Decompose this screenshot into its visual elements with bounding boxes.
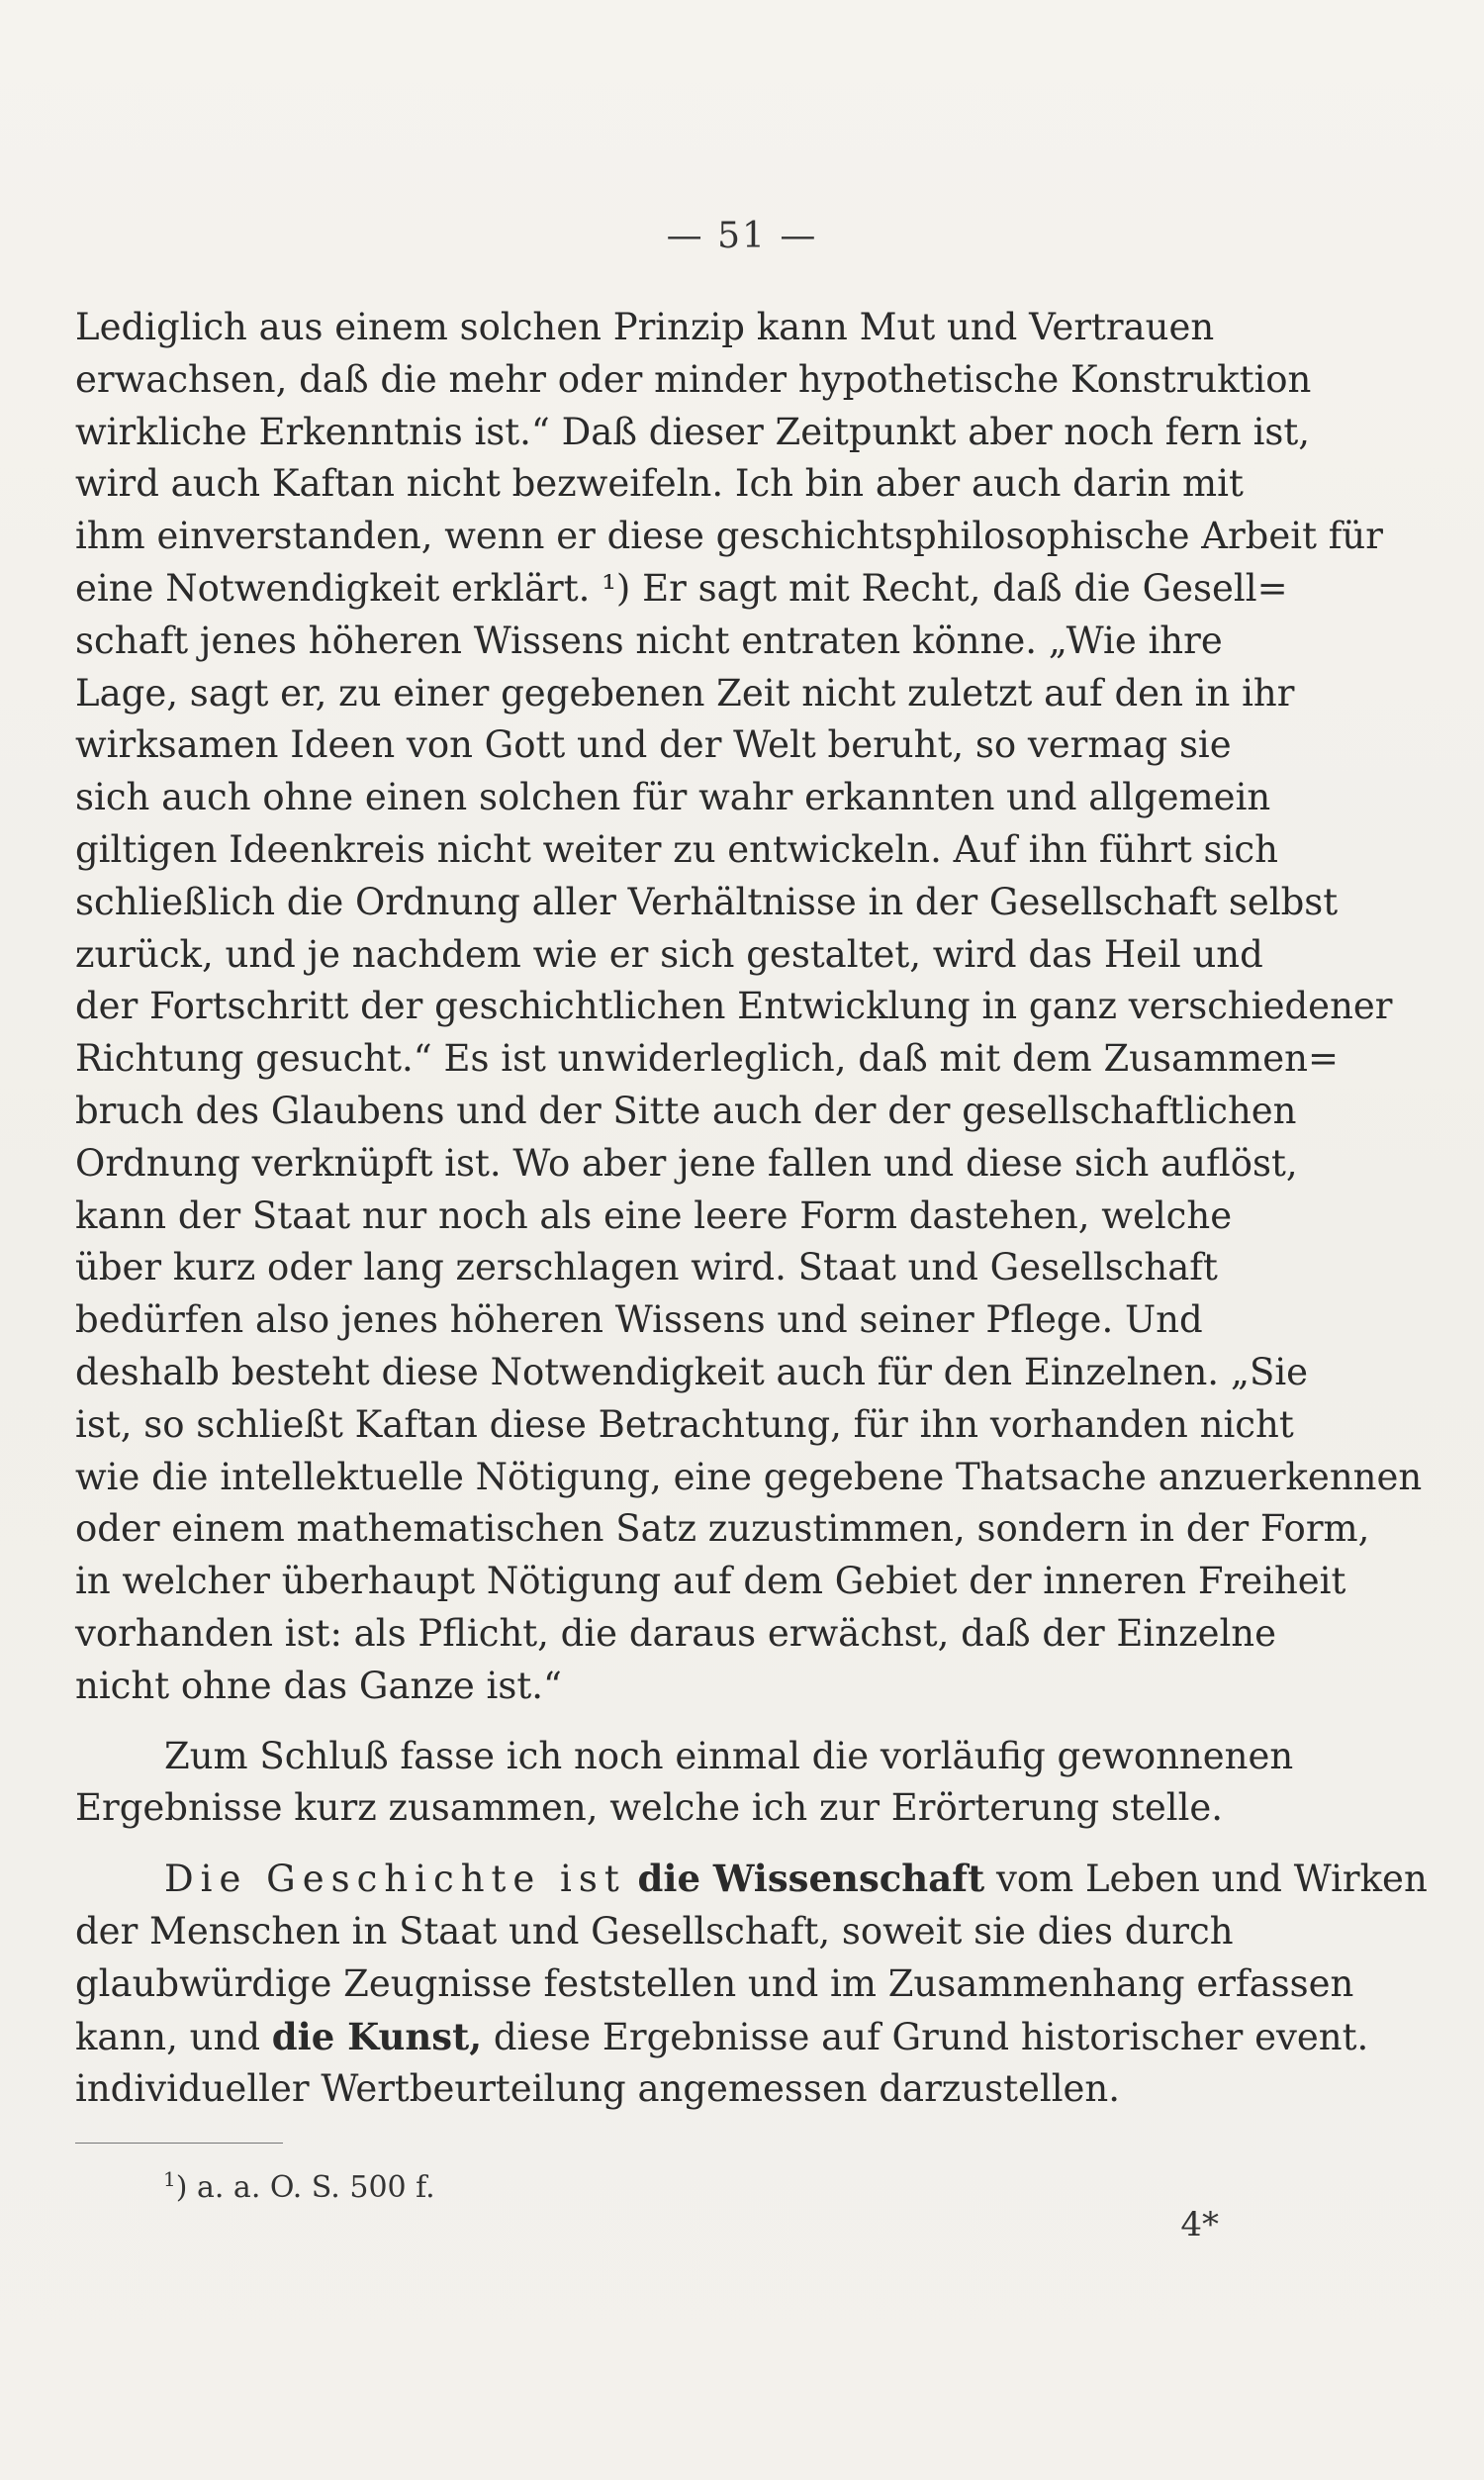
paragraph-gap [75,1713,1193,1731]
paragraph-gap [75,1835,1193,1853]
text-fragment: vom Leben und Wirken [995,1858,1428,1901]
text-line: der Menschen in Staat und Gesellschaft, soweit sie dies durch [75,1909,1234,1953]
text-line: kann der Staat nur noch als eine leere Form dastehen, welche [75,1193,1233,1237]
footnote-divider [75,2143,283,2144]
text-line: deshalb besteht diese Notwendigkeit auch für den Einzelnen. „Sie [75,1350,1309,1393]
text-line: sich auch ohne einen solchen für wahr erkannten und allgemein [75,776,1271,819]
text-line: bruch des Glaubens und der Sitte auch der der gesellschaftlichen [75,1089,1297,1132]
text-fragment: kann, und [75,2015,261,2058]
text-line: Ergebnisse kurz zusammen, welche ich zur Erörterung stelle. [75,1786,1224,1830]
text-line: glaubwürdige Zeugnisse feststellen und im Zusammenhang erfassen [75,1961,1354,2005]
text-line: schließlich die Ordnung aller Verhältnisse in der Gesellschaft selbst [75,880,1339,923]
text-line: Ordnung verknüpft ist. Wo aber jene fallen und diese sich auflöst, [75,1141,1298,1185]
text-line: der Fortschritt der geschichtlichen Entwicklung in ganz verschiedener [75,985,1393,1028]
text-line: ist, so schließt Kaftan diese Betrachtung, für ihn vorhanden nicht [75,1402,1294,1446]
text-line: Richtung gesucht.“ Es ist unwiderleglich, daß mit dem Zusammen= [75,1037,1339,1081]
spaced-emphasis: Die Geschichte ist [164,1858,626,1901]
text-line: Lage, sagt er, zu einer gegebenen Zeit nicht zuletzt auf den in ihr [75,671,1295,715]
text-line: Zum Schluß fasse ich noch einmal die vorläufig gewonnenen [164,1734,1294,1777]
footnote [163,2167,435,2205]
text-line [75,2011,1369,2064]
text-line: schaft jenes höheren Wissens nicht entraten könne. „Wie ihre [75,619,1223,662]
text-fragment: diese Ergebnisse auf Grund historischer event. [493,2015,1369,2058]
text-line: vorhanden ist: als Pflicht, die daraus erwächst, daß der Einzelne [75,1611,1277,1655]
footnote-marker: 1 [163,2167,176,2191]
text-line: giltigen Ideenkreis nicht weiter zu entwickeln. Auf ihn führt sich [75,827,1278,871]
footnote-text: ) a. a. O. S. 500 f. [175,2170,435,2205]
text-line: wirksamen Ideen von Gott und der Welt beruht, so vermag sie [75,723,1232,767]
text-line: wie die intellektuelle Nötigung, eine gegebene Thatsache anzuerkennen [75,1455,1423,1498]
text-line: in welcher überhaupt Nötigung auf dem Gebiet der inneren Freiheit [75,1560,1346,1603]
text-line: oder einem mathematischen Satz zuzustimmen, sondern in der Form, [75,1507,1370,1551]
text-line: wirkliche Erkenntnis ist.“ Daß dieser Zeitpunkt aber noch fern ist, [75,410,1311,453]
text-line: eine Notwendigkeit erklärt. ¹) Er sagt mit Recht, daß die Gesell= [75,566,1288,610]
bold-emphasis: die Wissenschaft [637,1857,985,1901]
text-line: nicht ohne das Ganze ist.“ [75,1664,562,1707]
body-text [75,302,1428,2116]
printer-signature: 4* [1180,2205,1219,2244]
page-number: — 51 — [666,216,818,256]
text-line [75,1853,1428,1906]
text-line: über kurz oder lang zerschlagen wird. Staat und Gesellschaft [75,1246,1218,1289]
text-line: individueller Wertbeurteilung angemessen darzustellen. [75,2067,1121,2111]
text-line: zurück, und je nachdem wie er sich gestaltet, wird das Heil und [75,932,1263,976]
bold-emphasis: die Kunst, [271,2014,483,2058]
text-line: wird auch Kaftan nicht bezweifeln. Ich bin aber auch darin mit [75,462,1244,506]
text-line: bedürfen also jenes höheren Wissens und seiner Pflege. Und [75,1298,1203,1342]
text-line: ihm einverstanden, wenn er diese geschichtsphilosophische Arbeit für [75,515,1383,558]
text-line: erwachsen, daß die mehr oder minder hypothetische Konstruktion [75,357,1312,401]
text-line: Lediglich aus einem solchen Prinzip kann Mut und Vertrauen [75,306,1215,348]
